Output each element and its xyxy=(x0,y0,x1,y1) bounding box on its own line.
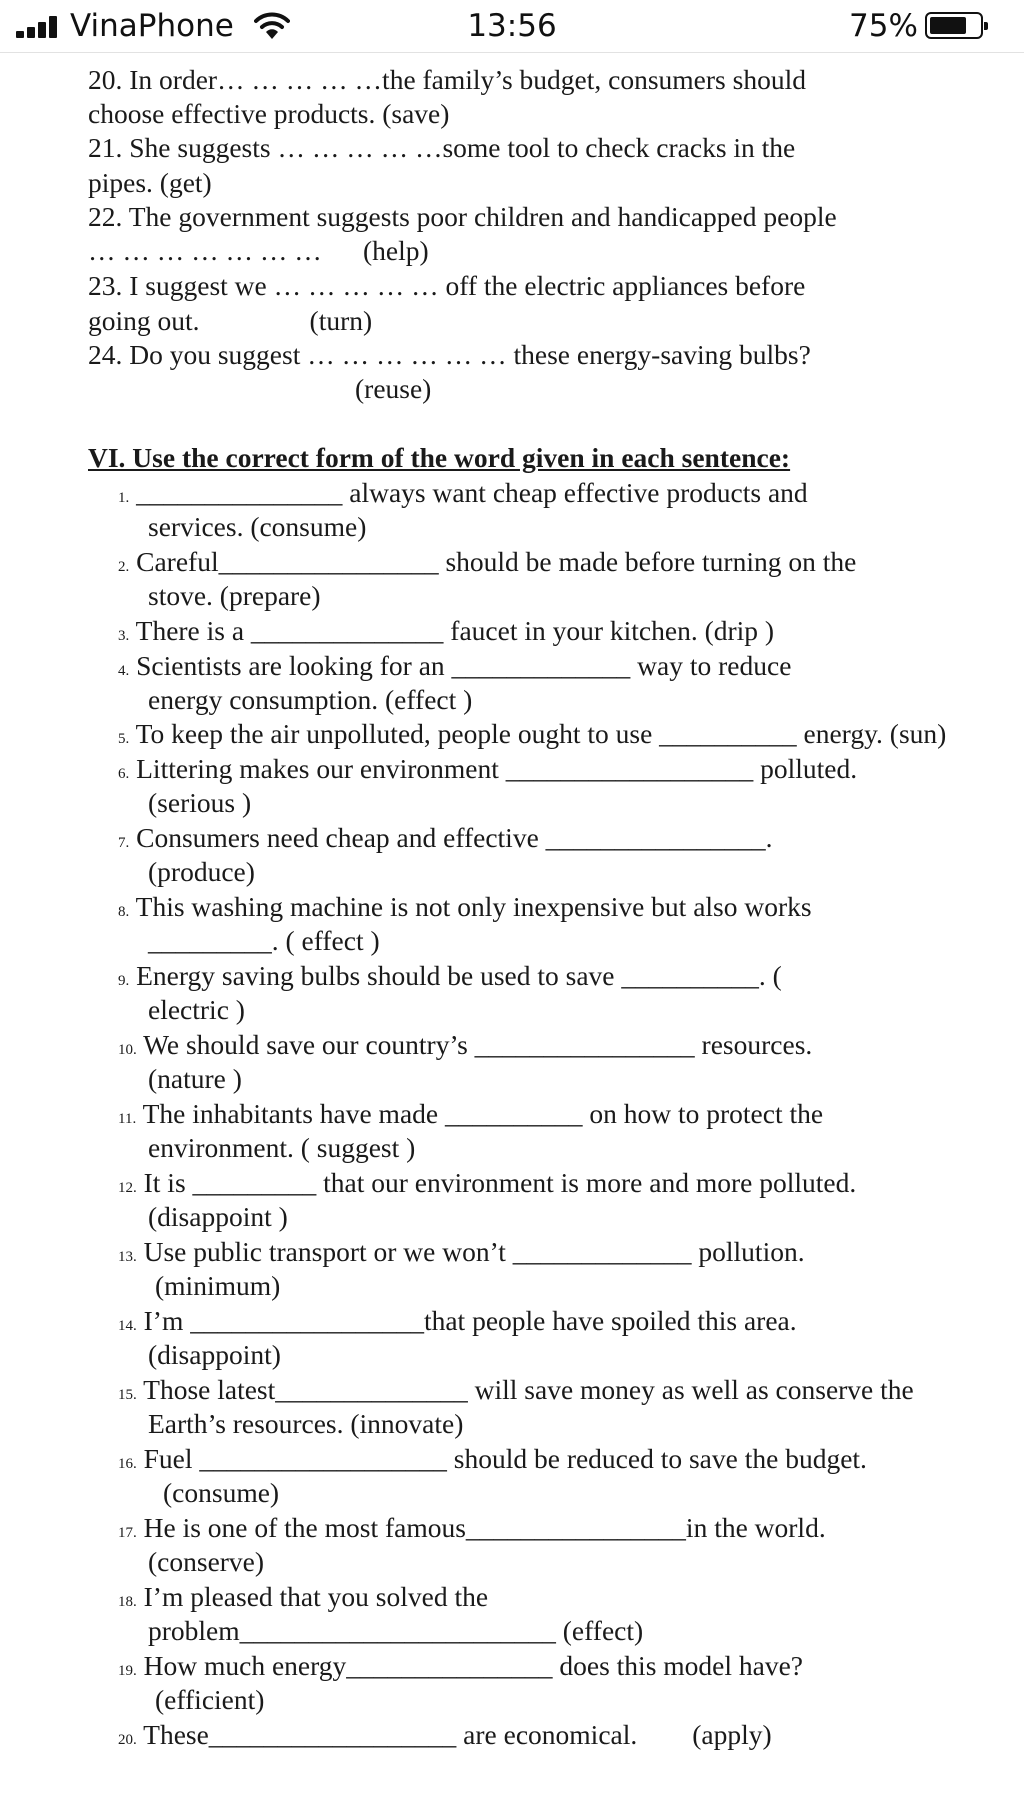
exercise-line: 22. The government suggests poor children and handicapped people xyxy=(88,201,837,232)
exercise-line: 10. We should save our country’s ________________ resources. xyxy=(118,1029,813,1060)
exercise-line: (disappoint) xyxy=(148,1339,281,1370)
status-bar xyxy=(0,0,1024,53)
exercise-line: environment. ( suggest ) xyxy=(148,1132,416,1163)
exercise-line: 15. Those latest______________ will save money as well as conserve the xyxy=(118,1374,914,1405)
exercise-line: 14. I’m _________________that people have spoiled this area. xyxy=(118,1305,797,1336)
exercise-line: (produce) xyxy=(148,856,255,887)
exercise-line: (disappoint ) xyxy=(148,1201,288,1232)
exercise-line: _________. ( effect ) xyxy=(148,925,380,956)
section-heading: VI. Use the correct form of the word given in each sentence: xyxy=(88,442,791,473)
exercise-line: 3. There is a ______________ faucet in your kitchen. (drip ) xyxy=(118,615,775,646)
exercise-line: 18. I’m pleased that you solved the xyxy=(118,1581,489,1612)
exercise-line: 17. He is one of the most famous________________in the world. xyxy=(118,1512,826,1543)
exercise-line: 20. These__________________ are economical. (apply) xyxy=(118,1719,772,1750)
battery-icon xyxy=(925,12,983,39)
exercise-line: energy consumption. (effect ) xyxy=(148,684,473,715)
exercise-line: 4. Scientists are looking for an _____________ way to reduce xyxy=(118,650,792,681)
exercise-line: 19. How much energy_______________ does this model have? xyxy=(118,1650,804,1681)
battery-fill xyxy=(930,17,966,34)
exercise-line: choose effective products. (save) xyxy=(88,98,450,129)
exercise-line: stove. (prepare) xyxy=(148,580,321,611)
exercise-line: 23. I suggest we … … … … … off the electric appliances before xyxy=(88,270,806,301)
exercise-line: (conserve) xyxy=(148,1546,265,1577)
exercise-line: 6. Littering makes our environment __________________ polluted. xyxy=(118,753,858,784)
exercise-line: problem_______________________ (effect) xyxy=(148,1615,644,1646)
exercise-line: 8. This washing machine is not only inexpensive but also works xyxy=(118,891,812,922)
exercise-line: (serious ) xyxy=(148,787,252,818)
exercise-line: 2. Careful________________ should be made before turning on the xyxy=(118,546,857,577)
exercise-line: 11. The inhabitants have made __________ on how to protect the xyxy=(118,1098,824,1129)
exercise-line: 9. Energy saving bulbs should be used to save __________. ( xyxy=(118,960,782,991)
exercise-line: (minimum) xyxy=(155,1270,281,1301)
exercise-line: (efficient) xyxy=(155,1684,265,1715)
exercise-line: 16. Fuel __________________ should be reduced to save the budget. xyxy=(118,1443,867,1474)
exercise-line: 24. Do you suggest … … … … … … these energy-saving bulbs? xyxy=(88,339,811,370)
exercise-line: 5. To keep the air unpolluted, people ought to use __________ energy. (sun) xyxy=(118,718,947,749)
exercise-line: 12. It is _________ that our environment is more and more polluted. xyxy=(118,1167,857,1198)
exercise-line: 13. Use public transport or we won’t _____________ pollution. xyxy=(118,1236,805,1267)
exercise-line: electric ) xyxy=(148,994,245,1025)
exercise-line: … … … … … … … (help) xyxy=(88,235,429,266)
battery-percent: 75% xyxy=(849,8,918,44)
carrier-name: VinaPhone xyxy=(70,8,234,44)
exercise-line: 7. Consumers need cheap and effective ________________. xyxy=(118,822,773,853)
exercise-line: (nature ) xyxy=(148,1063,242,1094)
exercise-line: going out. (turn) xyxy=(88,305,373,336)
exercise-line: 21. She suggests … … … … …some tool to check cracks in the xyxy=(88,132,796,163)
exercise-line: services. (consume) xyxy=(148,511,367,542)
exercise-line: 1. _______________ always want cheap effective products and xyxy=(118,477,808,508)
exercise-line: pipes. (get) xyxy=(88,167,212,198)
exercise-line: 20. In order… … … … …the family’s budget, consumers should xyxy=(88,64,806,95)
exercise-line: (consume) xyxy=(163,1477,280,1508)
clock: 13:56 xyxy=(467,8,557,44)
exercise-line: Earth’s resources. (innovate) xyxy=(148,1408,464,1439)
exercise-line: (reuse) xyxy=(355,373,432,404)
